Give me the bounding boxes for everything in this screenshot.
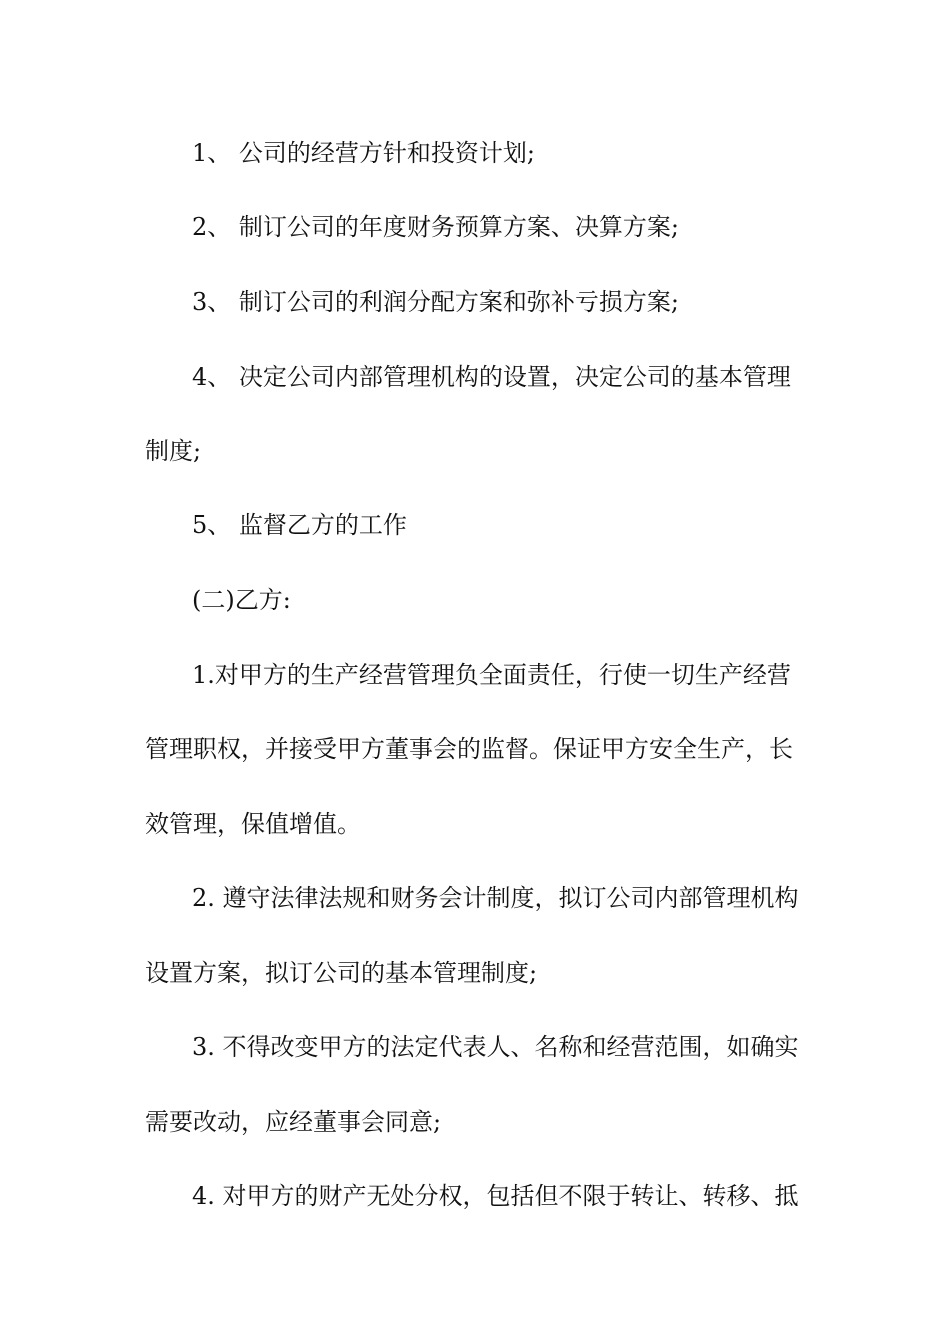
- text-line-14: 需要改动，应经董事会同意;: [145, 1108, 442, 1136]
- text-line-6: 5、 监督乙方的工作: [192, 511, 407, 539]
- text-line-4: 4、 决定公司内部管理机构的设置，决定公司的基本管理: [192, 363, 791, 391]
- text-line-11: 2. 遵守法律法规和财务会计制度，拟订公司内部管理机构: [192, 884, 799, 912]
- text-line-15: 4. 对甲方的财产无处分权，包括但不限于转让、转移、抵: [192, 1182, 799, 1210]
- section-heading-party-b: (二)乙方:: [192, 586, 291, 614]
- text-line-8: 1.对甲方的生产经营管理负全面责任，行使一切生产经营: [192, 661, 791, 689]
- text-line-9: 管理职权，并接受甲方董事会的监督。保证甲方安全生产，长: [145, 735, 793, 763]
- text-line-10: 效管理，保值增值。: [145, 810, 361, 838]
- text-line-12: 设置方案，拟订公司的基本管理制度;: [145, 959, 538, 987]
- text-line-1: 1、 公司的经营方针和投资计划;: [192, 139, 535, 167]
- text-line-3: 3、 制订公司的利润分配方案和弥补亏损方案;: [192, 288, 679, 316]
- text-line-13: 3. 不得改变甲方的法定代表人、名称和经营范围，如确实: [192, 1033, 799, 1061]
- text-line-2: 2、 制订公司的年度财务预算方案、决算方案;: [192, 213, 679, 241]
- text-line-5: 制度;: [145, 437, 202, 465]
